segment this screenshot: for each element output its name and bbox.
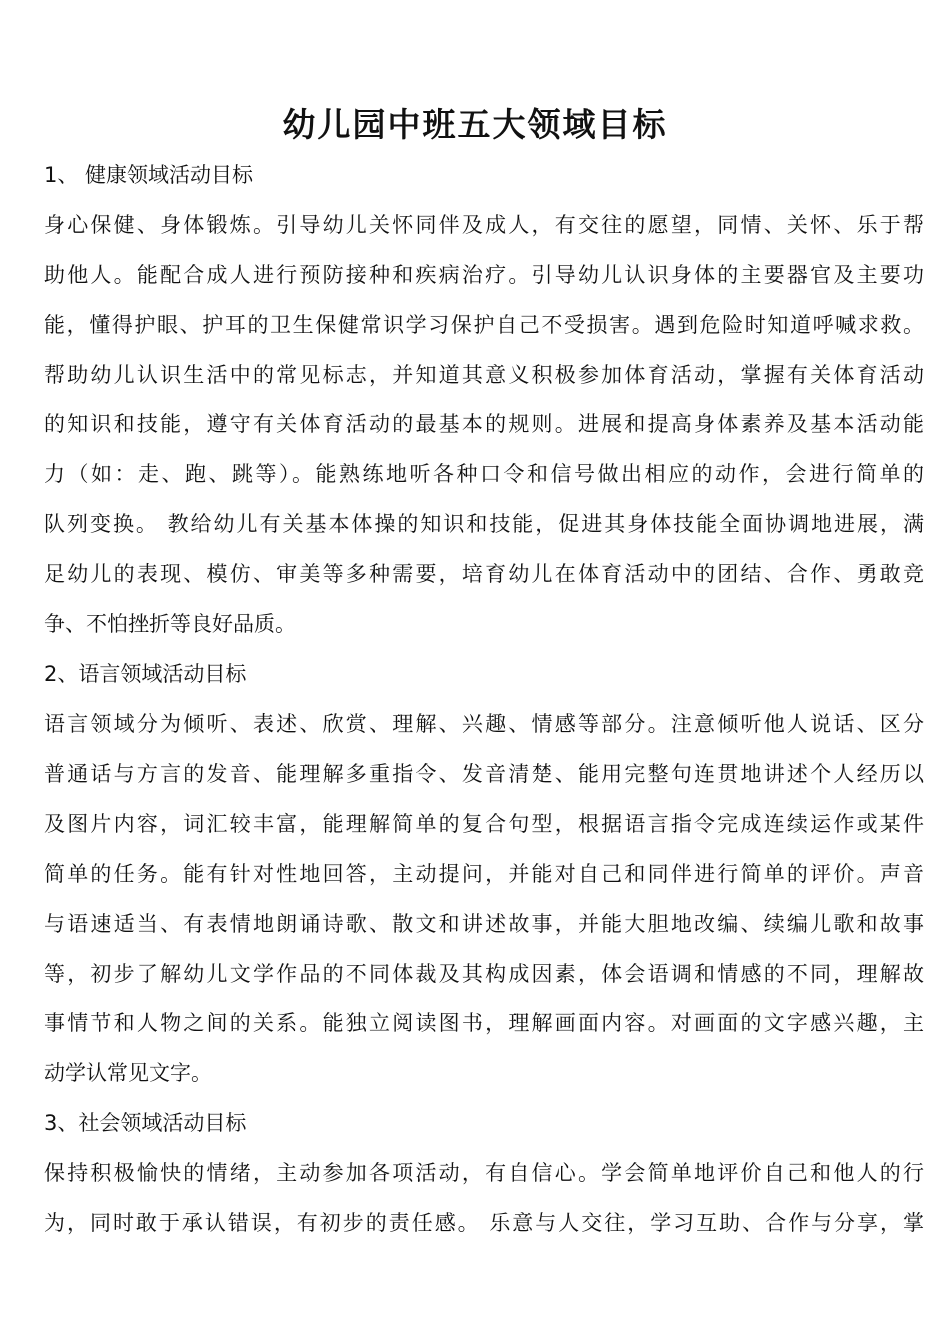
paragraph-line: 争、不怕挫折等良好品质。 [44,612,296,636]
paragraph-line: 普通话与方言的发音、能理解多重指令、发音清楚、能用完整句连贯地讲述个人经历以 [44,762,924,786]
paragraph-line: 队列变换。 教给幼儿有关基本体操的知识和技能，促进其身体技能全面协调地进展，满 [44,512,924,536]
document-title: 幼儿园中班五大领域目标 [282,105,668,144]
section-heading-social: 3、社会领域活动目标 [44,1111,247,1135]
paragraph-line: 保持积极愉快的情绪，主动参加各项活动，有自信心。学会简单地评价自己和他人的行 [44,1161,924,1185]
paragraph-line: 及图片内容，词汇较丰富，能理解简单的复合句型，根据语言指令完成连续运作或某件 [44,812,924,836]
section-heading-language: 2、语言领域活动目标 [44,662,247,686]
paragraph-line: 语言领域分为倾听、表述、欣赏、理解、兴趣、情感等部分。注意倾听他人说话、区分 [44,712,924,736]
paragraph-line: 力（如：走、跑、跳等）。能熟练地听各种口令和信号做出相应的动作，会进行简单的 [44,462,924,486]
paragraph-line: 动学认常见文字。 [44,1061,212,1085]
paragraph-line: 与语速适当、有表情地朗诵诗歌、散文和讲述故事，并能大胆地改编、续编儿歌和故事 [44,912,924,936]
paragraph-line: 的知识和技能，遵守有关体育活动的最基本的规则。进展和提高身体素养及基本活动能 [44,412,924,436]
paragraph-line: 简单的任务。能有针对性地回答，主动提问，并能对自己和同伴进行简单的评价。声音 [44,862,924,886]
section-heading-health: 1、 健康领域活动目标 [44,163,254,187]
paragraph-line: 足幼儿的表现、模仿、审美等多种需要，培育幼儿在体育活动中的团结、合作、勇敢竞 [44,562,924,586]
paragraph-line: 身心保健、身体锻炼。引导幼儿关怀同伴及成人，有交往的愿望，同情、关怀、乐于帮 [44,213,924,237]
paragraph-line: 帮助幼儿认识生活中的常见标志，并知道其意义积极参加体育活动，掌握有关体育活动 [44,363,924,387]
paragraph-line: 等，初步了解幼儿文学作品的不同体裁及其构成因素，体会语调和情感的不同，理解故 [44,962,924,986]
paragraph-line: 能，懂得护眼、护耳的卫生保健常识学习保护自己不受损害。遇到危险时知道呼喊求救。 [44,313,924,337]
paragraph-line: 助他人。能配合成人进行预防接种和疾病治疗。引导幼儿认识身体的主要器官及主要功 [44,263,924,287]
paragraph-line: 为，同时敢于承认错误，有初步的责任感。 乐意与人交往，学习互助、合作与分享，掌 [44,1211,924,1235]
paragraph-line: 事情节和人物之间的关系。能独立阅读图书，理解画面内容。对画面的文字感兴趣，主 [44,1011,924,1035]
